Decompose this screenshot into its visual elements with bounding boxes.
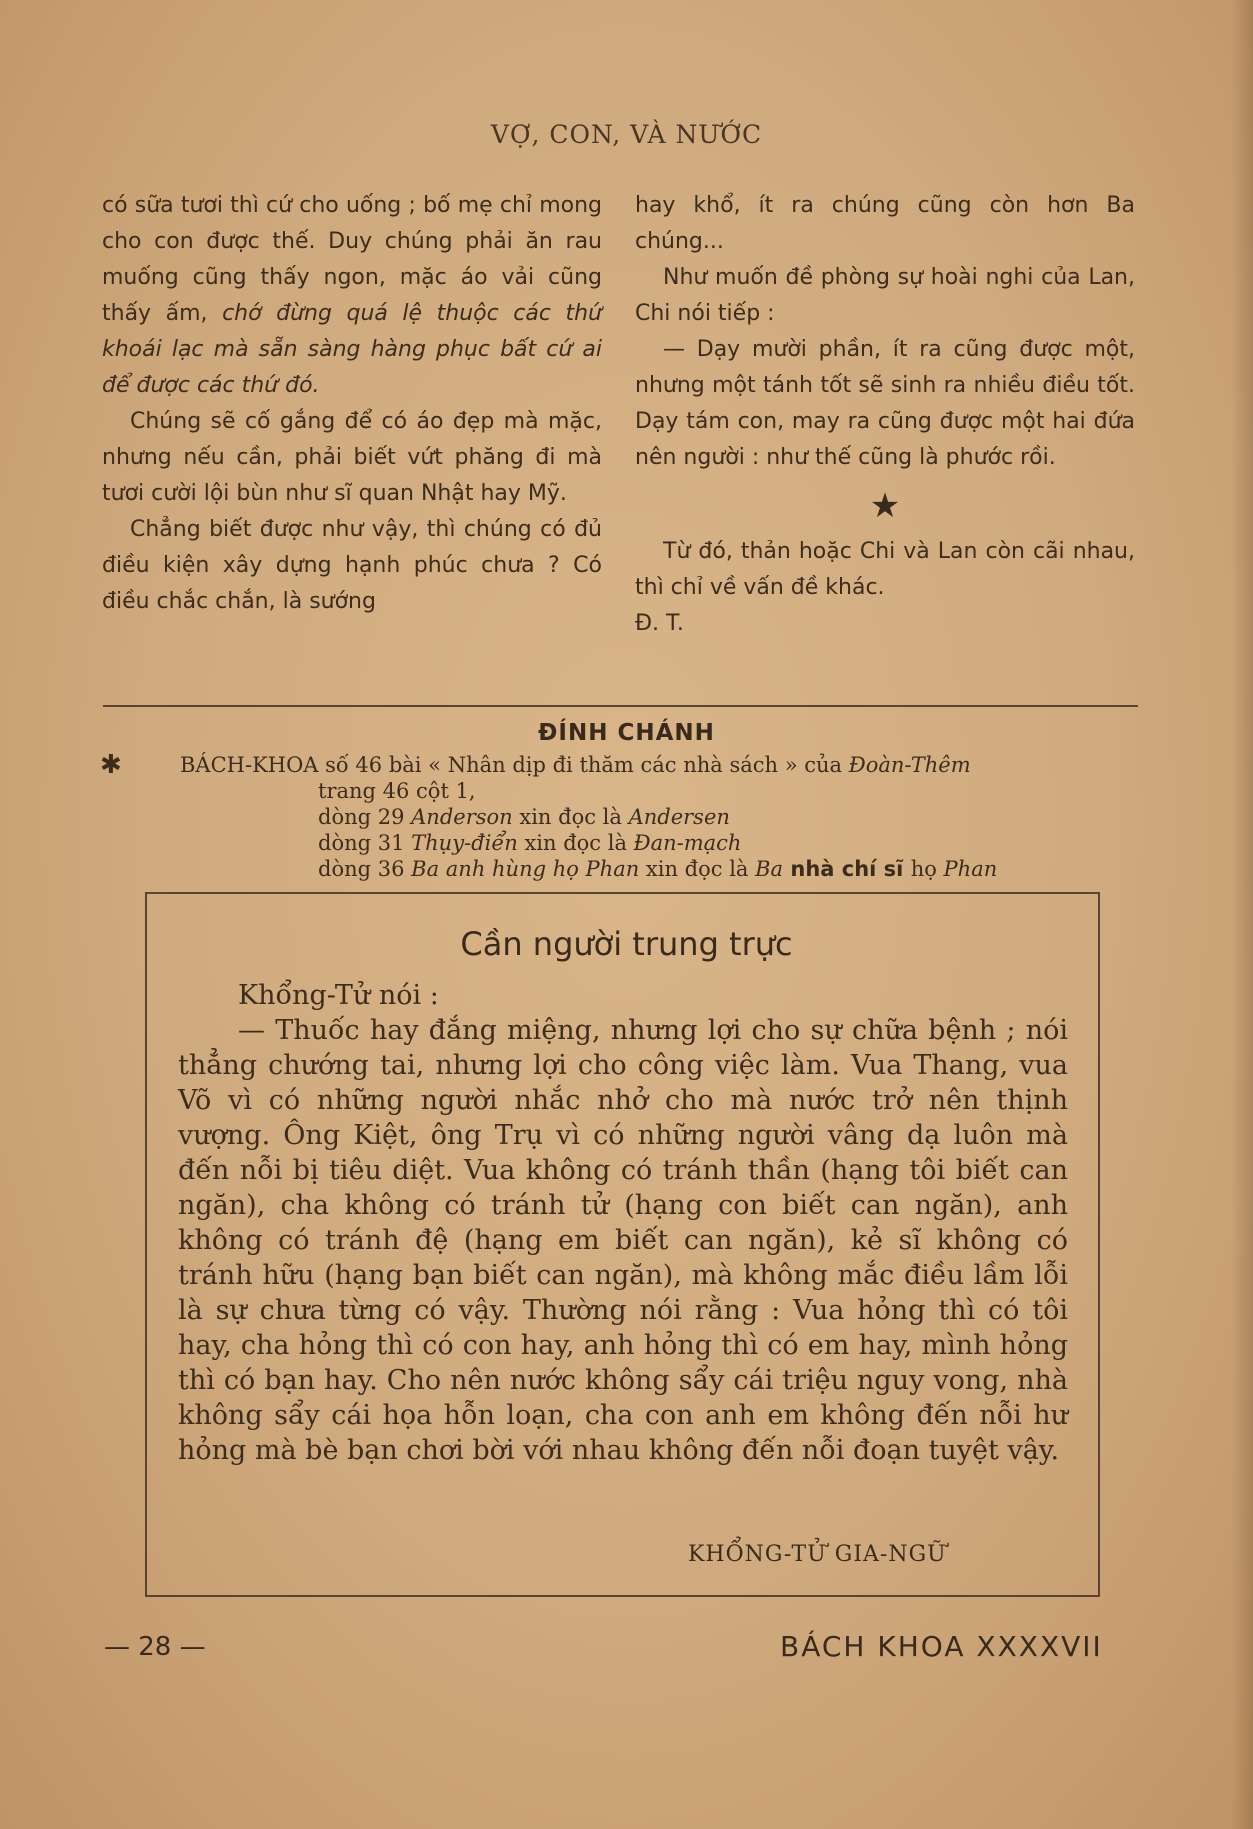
right-paragraph-4: Từ đó, thản hoặc Chi và Lan còn cãi nhau, thì chỉ về vấn đề khác. <box>635 539 1135 600</box>
errata-line-5 <box>100 856 1140 882</box>
right-paragraph-2: Như muốn đề phòng sự hoài nghi của Lan, Chi nói tiếp : <box>635 265 1135 326</box>
page-edge-shadow <box>1231 0 1253 1829</box>
right-paragraph-3: — Dạy mười phần, ít ra cũng được một, nhưng một tánh tốt sẽ sinh ra nhiều điều tốt. Dạy tám con, may ra cũng được một hai đứa nên người : như thế cũng là phước rồi. <box>635 337 1135 470</box>
errata-top-rule <box>103 705 1138 707</box>
errata-line-3-d: Andersen <box>628 805 730 829</box>
errata-line-4-c: xin đọc là <box>517 831 634 855</box>
magazine-issue: BÁCH KHOA XXXXVII <box>780 1630 1103 1663</box>
box-speaker: Khổng-Tử nói : <box>238 980 439 1011</box>
left-column <box>102 188 602 620</box>
errata-line-5-g: Phan <box>943 857 998 881</box>
right-column <box>635 188 1135 642</box>
errata-line-5-d: Ba <box>755 857 784 881</box>
box-source: KHỔNG-TỬ GIA-NGỮ <box>688 1542 947 1567</box>
left-paragraph-1 <box>102 188 602 404</box>
errata-line-1-text <box>180 752 971 778</box>
errata-line-4-a: dòng 31 <box>318 831 412 855</box>
errata-line-3-b: Anderson <box>411 805 513 829</box>
article-signature: Đ. T. <box>635 611 684 636</box>
errata-line-5-e: nhà chí sĩ <box>783 857 911 881</box>
errata-line-3-c: xin đọc là <box>512 805 629 829</box>
errata-line-5-b: Ba anh hùng họ Phan <box>411 857 640 881</box>
errata-line-4-d: Đan-mạch <box>633 831 742 855</box>
errata-line-4-b: Thụy-điển <box>411 831 518 855</box>
errata-line-1-author: Đoàn-Thêm <box>848 753 971 777</box>
errata-line-1-prefix: BÁCH-KHOA số 46 bài « Nhân dịp đi thăm các nhà sách » của <box>180 753 849 777</box>
errata-line-5-c: xin đọc là <box>639 857 756 881</box>
right-paragraph-1: hay khổ, ít ra chúng cũng còn hơn Ba chúng... <box>635 193 1135 254</box>
star-separator-icon: ★ <box>869 486 901 526</box>
errata-line-5-a: dòng 36 <box>318 857 412 881</box>
errata-line-1 <box>100 752 1140 778</box>
errata-line-2: trang 46 cột 1, <box>318 779 476 803</box>
left-p1-italic: chớ đừng quá lệ thuộc các thứ khoái lạc mà sẵn sàng hàng phục bất cứ ai để được các thứ đó. <box>102 301 602 398</box>
box-quote-text: — Thuốc hay đắng miệng, nhưng lợi cho sự chữa bệnh ; nói thẳng chướng tai, nhưng lợi cho công việc làm. Vua Thang, vua Võ vì có những người nhắc nhở cho mà nước trở nên thịnh vượng. Ông Kiệt, ông Trụ vì có những người vâng dạ luôn mà đến nỗi bị tiêu diệt. Vua không có tránh thần (hạng tôi biết can ngăn), cha không có tránh tử (hạng con biết can ngăn), anh không có tránh đệ (hạng em biết can ngăn), kẻ sĩ không có tránh hữu (hạng bạn biết can ngăn), mà không mắc điều lầm lỗi là sự chưa từng có vậy. Thường nói rằng : Vua hỏng thì có tôi hay, cha hỏng thì có con hay, anh hỏng thì có em hay, mình hỏng thì có bạn hay. Cho nên nước không sẩy cái triệu nguy vong, nhà không sẩy cái họa hỗn loạn, cha con anh em không đến nỗi hư hỏng mà bè bạn chơi bời với nhau không đến nỗi đoạn tuyệt vậy. <box>178 1015 1068 1466</box>
running-header: VỢ, CON, VÀ NƯỚC <box>490 120 763 149</box>
errata-line-4 <box>100 830 1140 856</box>
box-title: Cần người trung trực <box>460 925 793 963</box>
left-paragraph-2: Chúng sẽ cố gắng để có áo đẹp mà mặc, nhưng nếu cần, phải biết vứt phăng đi mà tươi cười lội bùn như sĩ quan Nhật hay Mỹ. <box>102 409 602 506</box>
left-paragraph-3: Chẳng biết được như vậy, thì chúng có đủ điều kiện xây dựng hạnh phúc chưa ? Có điều chắc chắn, là sướng <box>102 517 602 614</box>
errata-line-3-a: dòng 29 <box>318 805 412 829</box>
left-p1-text: có sữa tươi thì cứ cho uống ; bố mẹ chỉ mong cho con được thế. Duy chúng phải ăn rau muống cũng thấy ngon, mặc áo vải cũng thấy ấm, <box>102 193 602 326</box>
errata-title: ĐÍNH CHÁNH <box>538 720 715 746</box>
errata-line-5-f: họ <box>910 857 944 881</box>
errata-block <box>100 752 1140 882</box>
box-body <box>178 978 1068 1468</box>
page-number: — 28 — <box>104 1632 206 1662</box>
errata-line-3 <box>100 804 1140 830</box>
asterisk-mark-icon: ✱ <box>100 750 122 780</box>
